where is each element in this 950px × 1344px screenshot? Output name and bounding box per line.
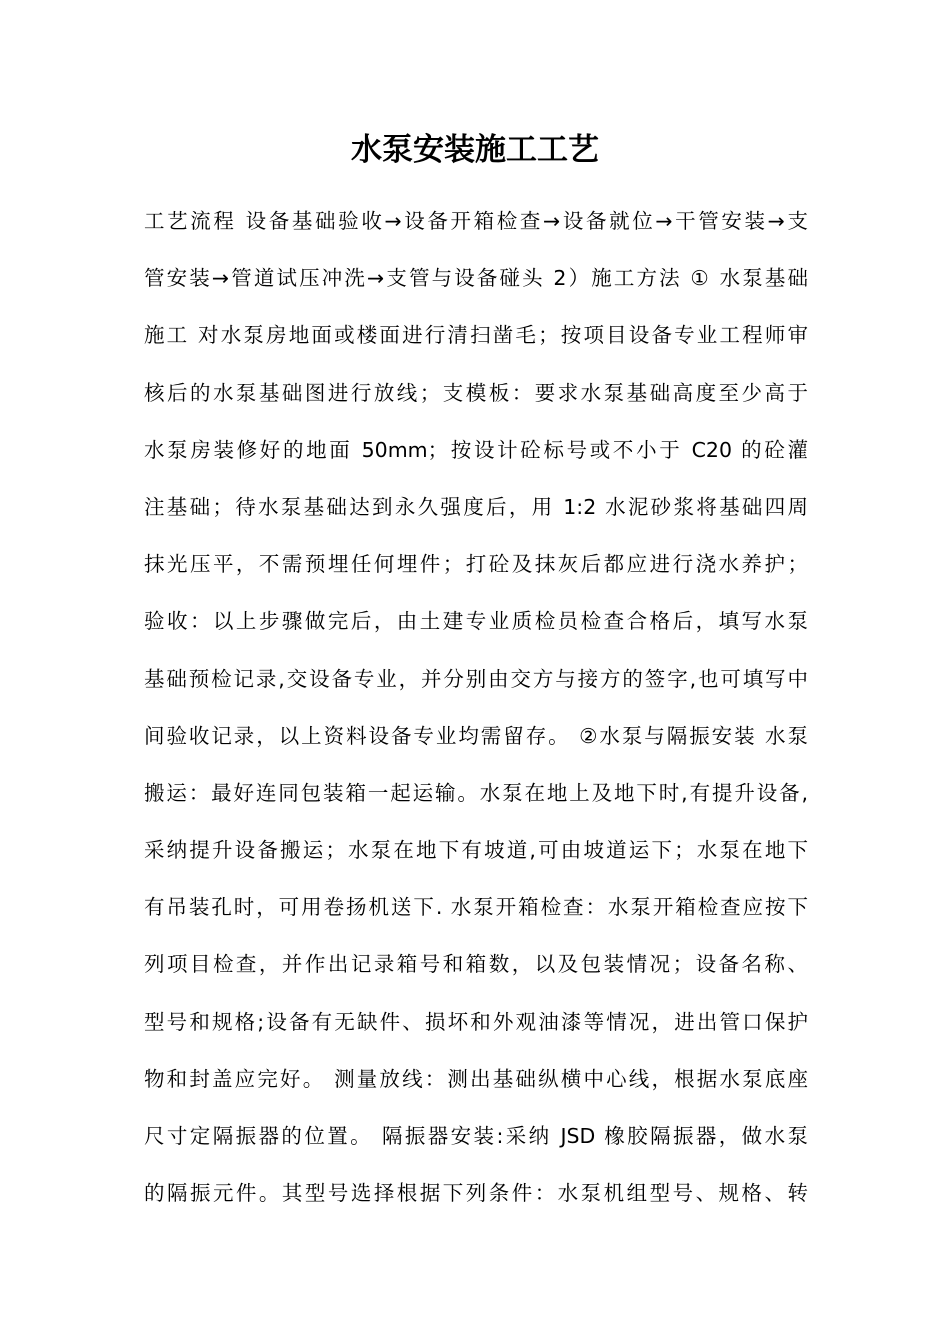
body-line: 搬运：最好连同包装箱一起运输。水泵在地上及地下时,有提升设备, — [144, 780, 808, 805]
body-line: 水泵房装修好的地面 50mm；按设计砼标号或不小于 C20 的砼灌 — [144, 437, 808, 462]
document-body — [144, 198, 808, 1227]
body-line: 型号和规格;设备有无缺件、损坏和外观油漆等情况，进出管口保护 — [144, 1009, 808, 1034]
body-line: 尺寸定隔振器的位置。 隔振器安装:采纳 JSD 橡胶隔振器，做水泵 — [144, 1124, 808, 1148]
body-line: 的隔振元件。其型号选择根据下列条件：水泵机组型号、规格、转 — [144, 1181, 808, 1206]
body-line: 采纳提升设备搬运；水泵在地下有坡道,可由坡道运下；水泵在地下 — [144, 838, 808, 863]
body-line: 验收：以上步骤做完后，由土建专业质检员检查合格后，填写水泵 — [144, 609, 808, 634]
document-title: 水泵安装施工工艺 — [351, 132, 599, 168]
body-line: 工艺流程 设备基础验收→设备开箱检查→设备就位→干管安装→支 — [144, 209, 808, 233]
body-line: 基础预检记录,交设备专业，并分别由交方与接方的签字,也可填写中 — [144, 666, 808, 691]
body-line: 注基础；待水泵基础达到永久强度后，用 1:2 水泥砂浆将基础四周 — [144, 494, 808, 519]
body-line: 抹光压平，不需预埋任何埋件；打砼及抹灰后都应进行浇水养护； — [144, 552, 808, 577]
body-line: 核后的水泵基础图进行放线；支模板：要求水泵基础高度至少高于 — [144, 380, 808, 405]
body-line: 管安装→管道试压冲洗→支管与设备碰头 2）施工方法 ① 水泵基础 — [144, 266, 808, 291]
body-line: 有吊装孔时，可用卷扬机送下. 水泵开箱检查：水泵开箱检查应按下 — [144, 895, 808, 920]
body-line: 间验收记录，以上资料设备专业均需留存。 ②水泵与隔振安装 水泵 — [144, 723, 808, 748]
body-line: 物和封盖应完好。 测量放线：测出基础纵横中心线，根据水泵底座 — [144, 1066, 808, 1091]
body-line: 列项目检查，并作出记录箱号和箱数，以及包装情况；设备名称、 — [144, 952, 808, 977]
body-line: 施工 对水泵房地面或楼面进行清扫凿毛；按项目设备专业工程师审 — [144, 323, 808, 348]
